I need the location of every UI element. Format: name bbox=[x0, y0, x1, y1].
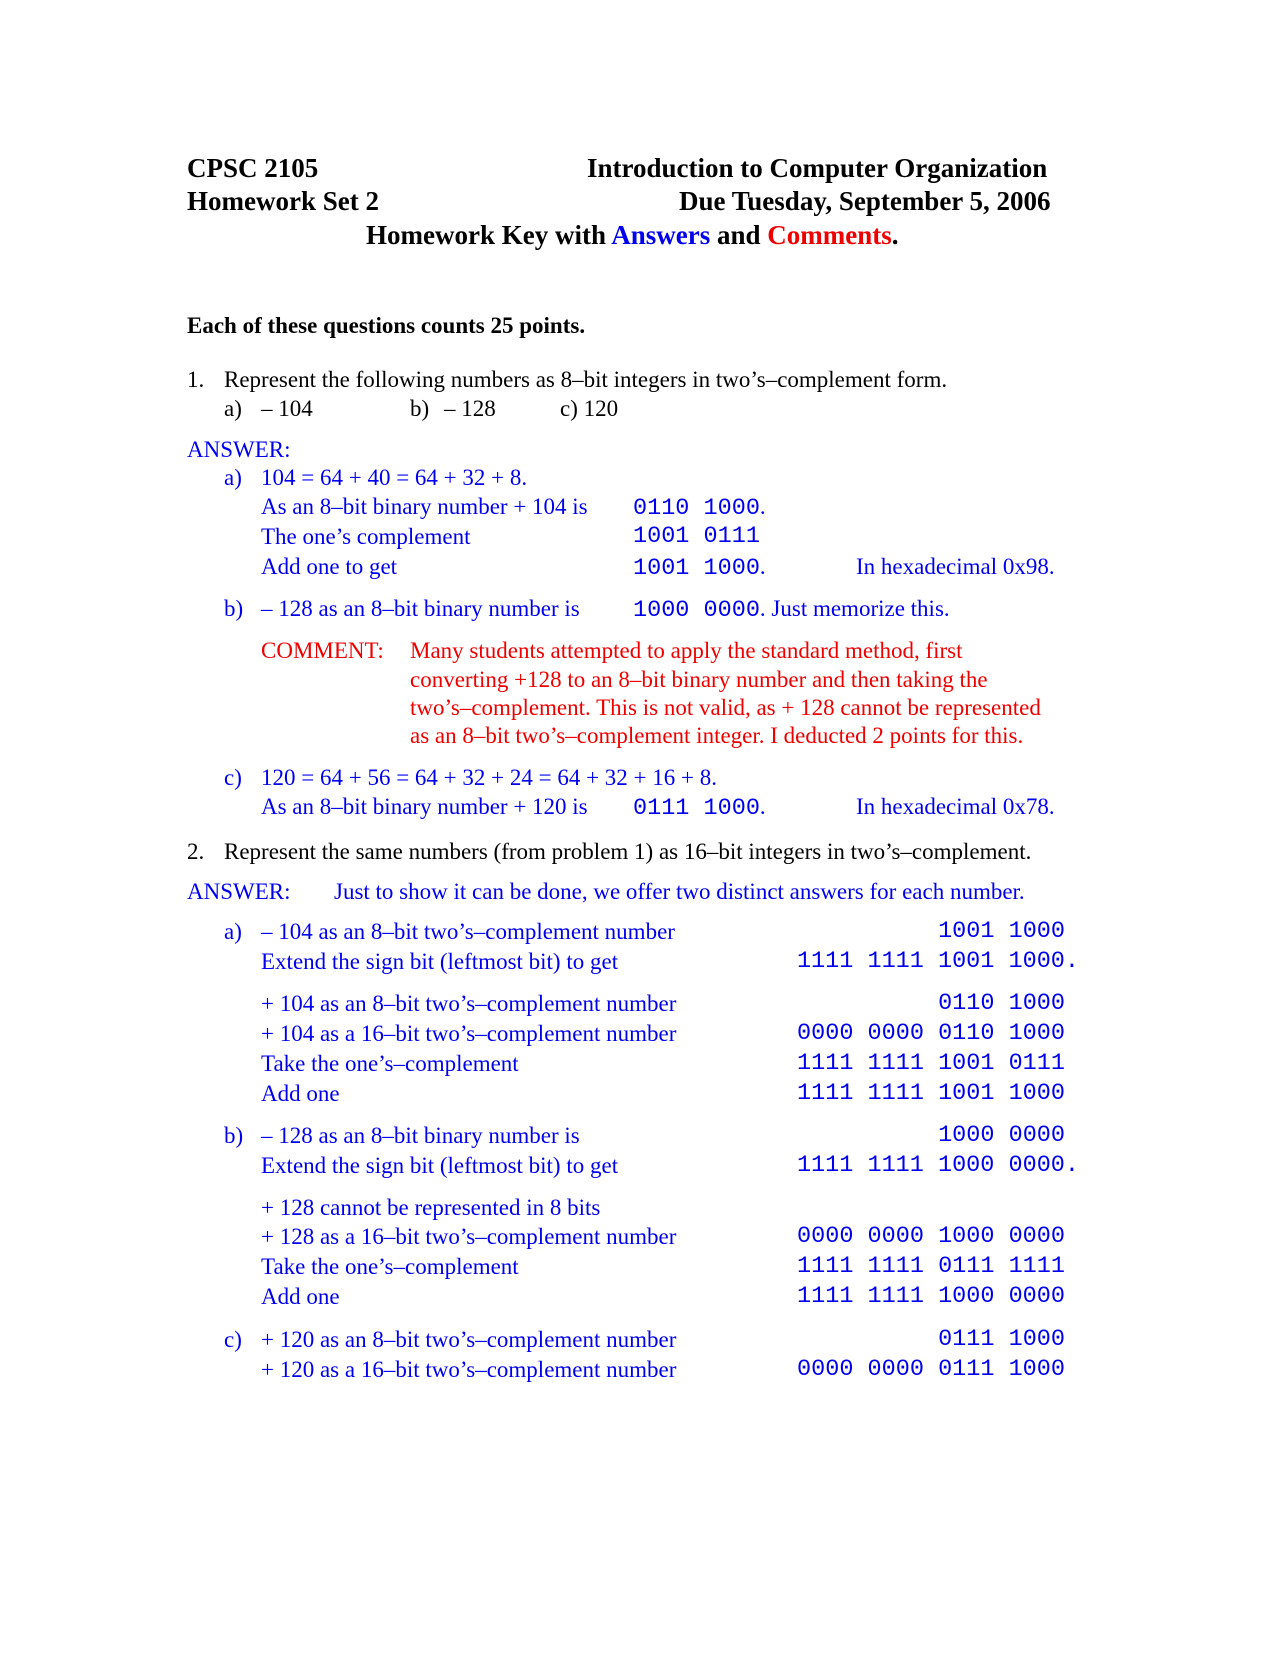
q2-row-text: + 128 cannot be represented in 8 bits bbox=[261, 1195, 601, 1220]
q2-row-text: Extend the sign bit (leftmost bit) to get bbox=[261, 949, 619, 974]
q1a-add-one-text: Add one to get bbox=[261, 554, 398, 579]
q2-row-text: Take the one’s–complement bbox=[261, 1254, 519, 1279]
q1c-binary-text: As an 8–bit binary number + 120 is bbox=[261, 794, 588, 819]
q2b-label: b) bbox=[224, 1123, 244, 1148]
q1a-label: a) bbox=[224, 465, 242, 490]
q2-row-binary: 1111 1111 1000 0000 bbox=[797, 1283, 1065, 1310]
q2-row-text: Add one bbox=[261, 1081, 340, 1106]
q1-option-b: – 128 bbox=[444, 396, 496, 421]
q1c-decomposition: 120 = 64 + 56 = 64 + 32 + 24 = 64 + 32 + 16 + 8. bbox=[261, 765, 717, 790]
q1a-decomposition: 104 = 64 + 40 = 64 + 32 + 8. bbox=[261, 465, 528, 490]
q2-row-binary: 0111 1000 bbox=[938, 1326, 1065, 1353]
question-2-text: Represent the same numbers (from problem 1) as 16–bit integers in two’s–complement. bbox=[224, 839, 1032, 864]
q2-row-text: + 120 as an 8–bit two’s–complement number bbox=[261, 1327, 677, 1352]
comment-line: Many students attempted to apply the standard method, first bbox=[410, 638, 963, 663]
q1-option-a: – 104 bbox=[261, 396, 313, 421]
comment-line: as an 8–bit two’s–complement integer. I deducted 2 points for this. bbox=[410, 723, 1024, 748]
q1-option-c: c) 120 bbox=[560, 396, 619, 421]
q2-row-binary: 0000 0000 1000 0000 bbox=[797, 1223, 1065, 1250]
q2-row-binary: 1111 1111 1000 0000. bbox=[796, 1152, 1079, 1179]
q2-row-binary: 1000 0000 bbox=[938, 1122, 1065, 1149]
q1a-binary-value: 0110 1000. bbox=[633, 494, 766, 522]
q2-row-binary: 1111 1111 1001 1000 bbox=[797, 1080, 1065, 1107]
q2-row-text: Add one bbox=[261, 1284, 340, 1309]
homework-set: Homework Set 2 bbox=[187, 186, 379, 216]
q2-row-binary: 0110 1000 bbox=[938, 990, 1065, 1017]
q2-row-text: + 104 as an 8–bit two’s–complement number bbox=[261, 991, 677, 1016]
q2-row-binary: 0000 0000 0111 1000 bbox=[797, 1356, 1065, 1383]
course-title: Introduction to Computer Organization bbox=[587, 153, 1048, 183]
points-note: Each of these questions counts 25 points. bbox=[187, 313, 586, 338]
q2-row-binary: 1111 1111 1001 1000. bbox=[796, 948, 1079, 975]
q1b-text: – 128 as an 8–bit binary number is bbox=[261, 596, 580, 621]
q1c-label: c) bbox=[224, 765, 242, 790]
q1a-hex: In hexadecimal 0x98. bbox=[856, 554, 1055, 579]
q1c-hex: In hexadecimal 0x78. bbox=[856, 794, 1055, 819]
q1a-ones-complement-text: The one’s complement bbox=[261, 524, 471, 549]
question-1-text: Represent the following numbers as 8–bit integers in two’s–complement form. bbox=[224, 367, 948, 392]
q2-answer-label: ANSWER: bbox=[187, 879, 291, 904]
q1c-binary-value: 0111 1000. bbox=[633, 794, 766, 822]
q1-option-a-label: a) bbox=[224, 396, 242, 421]
q2-row-binary: 0000 0000 0110 1000 bbox=[797, 1020, 1065, 1047]
question-1-number: 1. bbox=[187, 367, 205, 392]
comment-line: two’s–complement. This is not valid, as + 128 cannot be represented bbox=[410, 695, 1041, 720]
q2c-label: c) bbox=[224, 1327, 242, 1352]
q1a-result-value: 1001 1000. bbox=[633, 554, 766, 582]
q2-row-text: + 104 as a 16–bit two’s–complement number bbox=[261, 1021, 677, 1046]
q2-row-text: Extend the sign bit (leftmost bit) to get bbox=[261, 1153, 619, 1178]
q2a-label: a) bbox=[224, 919, 242, 944]
q1a-binary-text: As an 8–bit binary number + 104 is bbox=[261, 494, 588, 519]
q2-row-binary: 1111 1111 1001 0111 bbox=[797, 1050, 1065, 1077]
course-code: CPSC 2105 bbox=[187, 153, 319, 183]
q1-answer-label: ANSWER: bbox=[187, 437, 291, 462]
key-title: Homework Key with Answers and Comments. bbox=[366, 220, 899, 250]
q2-row-binary: 1001 1000 bbox=[938, 918, 1065, 945]
q1a-ones-complement-value: 1001 0111 bbox=[633, 523, 760, 550]
q2-row-text: + 120 as a 16–bit two’s–complement number bbox=[261, 1357, 677, 1382]
question-2-number: 2. bbox=[187, 839, 205, 864]
q2-row-text: + 128 as a 16–bit two’s–complement number bbox=[261, 1224, 677, 1249]
due-date: Due Tuesday, September 5, 2006 bbox=[679, 186, 1051, 216]
q2-row-text: – 128 as an 8–bit binary number is bbox=[261, 1123, 580, 1148]
q1-option-b-label: b) bbox=[410, 396, 430, 421]
comment-line: converting +128 to an 8–bit binary number and then taking the bbox=[410, 667, 988, 692]
comment-label: COMMENT: bbox=[261, 638, 384, 663]
q2-row-binary: 1111 1111 0111 1111 bbox=[797, 1253, 1065, 1280]
q1b-binary-value: 1000 0000. Just memorize this. bbox=[633, 596, 950, 624]
q2-answer-text: Just to show it can be done, we offer two distinct answers for each number. bbox=[334, 879, 1025, 904]
q1b-label: b) bbox=[224, 596, 244, 621]
q2-row-text: – 104 as an 8–bit two’s–complement number bbox=[261, 919, 675, 944]
q2-row-text: Take the one’s–complement bbox=[261, 1051, 519, 1076]
